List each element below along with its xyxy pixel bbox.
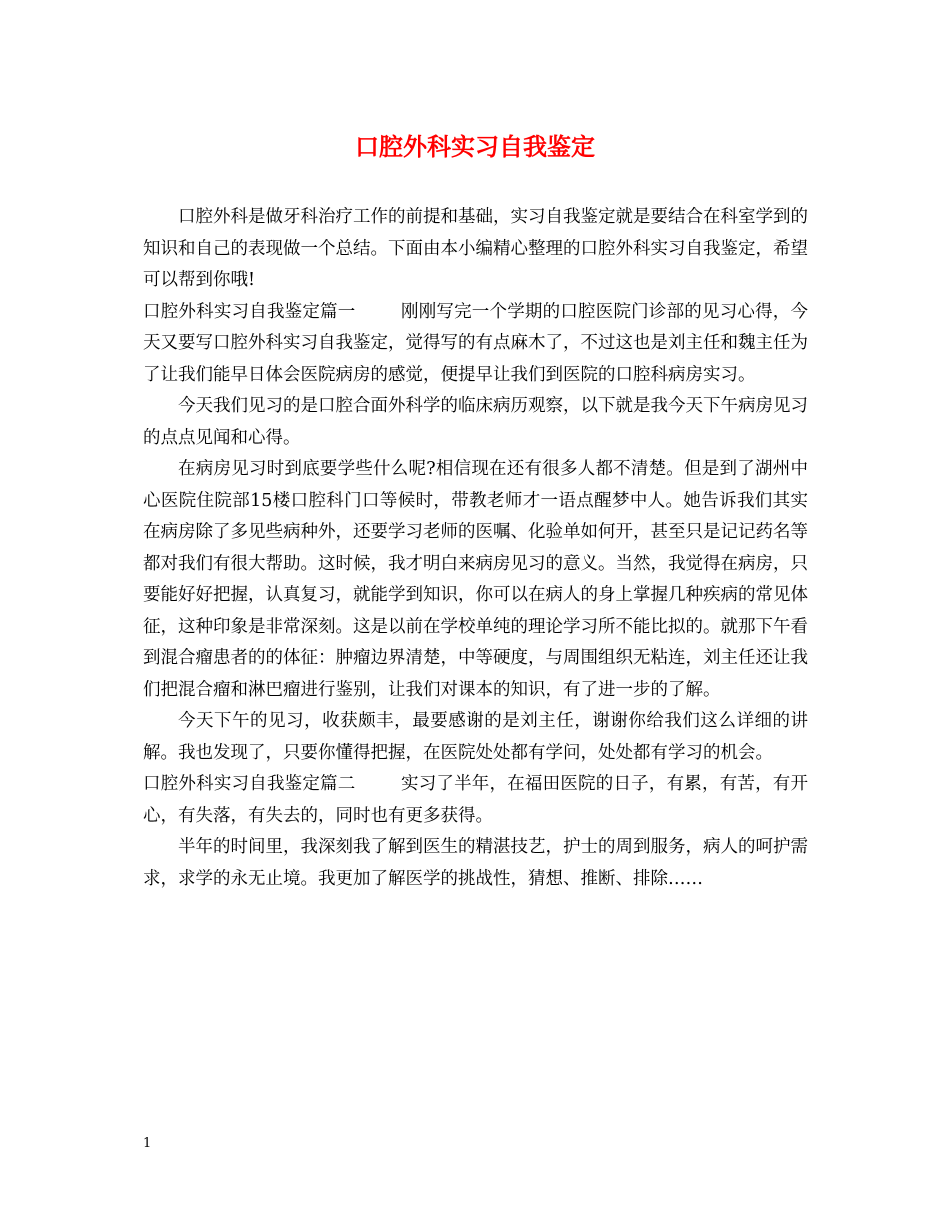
- section-two: [143, 769, 808, 832]
- body-paragraph-1: 今天我们见习的是口腔合面外科学的临床病历观察，以下就是我今天下午病房见习的点点见闻和心得。: [143, 396, 808, 448]
- section-two-lead: 实习了半年，在福田医院的日子，有累，有苦，有开心，有失落，有失去的，同时也有更多获得。: [143, 774, 809, 826]
- body-paragraph-2: 在病房见习时到底要学些什么呢?相信现在还有很多人都不清楚。但是到了湖州中心医院住院部15楼口腔科门口等候时，带教老师才一语点醒梦中人。她告诉我们其实在病房除了多见些病种外，还要学习老师的医嘱、化验单如何开，甚至只是记记药名等都对我们有很大帮助。这时候，我才明白来病房见习的意义。当然，我觉得在病房，只要能好好把握，认真复习，就能学到知识，你可以在病人的身上掌握几种疾病的常见体征，这种印象是非常深刻。这是以前在学校单纯的理论学习所不能比拟的。就那下午看到混合瘤患者的的体征：肿瘤边界清楚，中等硬度，与周围组织无粘连，刘主任还让我们把混合瘤和淋巴瘤进行鉴别，让我们对课本的知识，有了进一步的了解。: [143, 459, 808, 700]
- page-number: 1: [143, 1136, 152, 1151]
- section-one: [143, 297, 808, 392]
- section-one-heading: 口腔外科实习自我鉴定篇一: [143, 301, 356, 322]
- section-two-heading: 口腔外科实习自我鉴定篇二: [143, 774, 356, 794]
- body-paragraph-3: 今天下午的见习，收获颇丰，最要感谢的是刘主任，谢谢你给我们这么详细的讲解。我也发现了，只要你懂得把握，在医院处处都有学问，处处都有学习的机会。: [143, 711, 808, 763]
- document-body: [143, 202, 808, 895]
- section-one-lead: 刚刚写完一个学期的口腔医院门诊部的见习心得，今天又要写口腔外科实习自我鉴定，觉得写的有点麻木了，不过这也是刘主任和魏主任为了让我们能早日体会医院病房的感觉，便提早让我们到医院的口腔科病房实习。: [143, 301, 809, 385]
- body-paragraph-4: 半年的时间里，我深刻我了解到医生的精湛技艺，护士的周到服务，病人的呵护需求，求学的永无止境。我更加了解医学的挑战性，猜想、推断、排除……: [143, 837, 808, 889]
- document-title: 口腔外科实习自我鉴定: [355, 132, 595, 161]
- intro-paragraph: 口腔外科是做牙科治疗工作的前提和基础，实习自我鉴定就是要结合在科室学到的知识和自己的表现做一个总结。下面由本小编精心整理的口腔外科实习自我鉴定，希望可以帮到你哦!: [143, 207, 808, 290]
